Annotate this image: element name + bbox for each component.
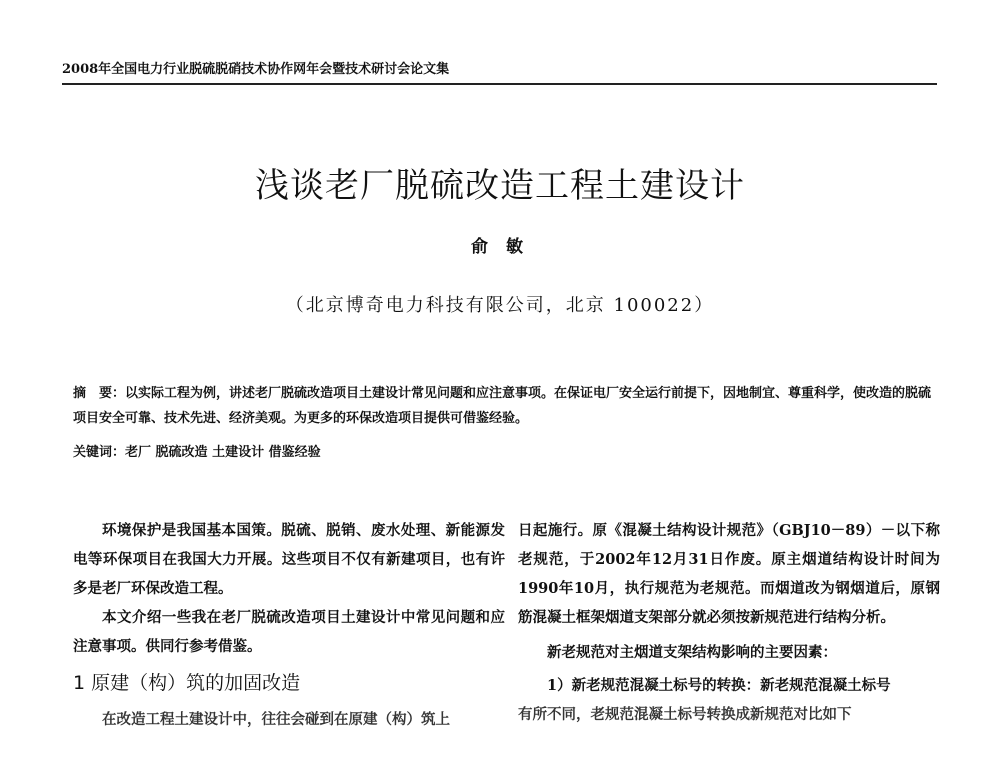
body-paragraph: 新老规范对主烟道支架结构影响的主要因素： [547,644,837,661]
paper-author: 俞 敏 [471,237,529,257]
abstract-text: 以实际工程为例，讲述老厂脱硫改造项目土建设计常见问题和应注意事项。在保证电厂安全运行前提下，因地制宜、尊重科学，使改造的脱硫项目安全可靠、技术先进、经济美观。为更多的环保改造项目提供可借鉴经验。 [73,386,932,426]
abstract-label: 摘 要： [73,386,126,401]
keywords [73,440,941,465]
body-paragraph: 1）新老规范混凝土标号的转换：新老规范混凝土标号 [547,677,891,694]
abstract [73,381,941,431]
body-paragraph: 本文介绍一些我在老厂脱硫改造项目土建设计中常见问题和应注意事项。供同行参考借鉴。 [73,609,505,655]
keywords-text: 老厂 脱硫改造 土建设计 借鉴经验 [125,445,321,460]
body-paragraph: 在改造工程土建设计中，往往会碰到在原建（构）筑上 [102,711,450,728]
paper-title: 浅谈老厂脱硫改造工程土建设计 [255,166,745,206]
body-paragraph: 环境保护是我国基本国策。脱硫、脱销、废水处理、新能源发电等环保项目在我国大力开展。这些项目不仅有新建项目，也有许多是老厂环保改造工程。 [73,522,505,597]
journal-name: 2008年全国电力行业脱硫脱硝技术协作网年会暨技术研讨会论文集 [62,62,450,77]
paper-affiliation: （北京博奇电力科技有限公司，北京 100022） [285,295,715,316]
body-paragraph: 有所不同，老规范混凝土标号转换成新规范对比如下 [518,706,852,723]
body-paragraph: 日起施行。原《混凝土结构设计规范》（GBJ10－89）－以下称老规范，于2002年12月31日作废。原主烟道结构设计时间为1990年10月，执行规范为老规范。而烟道改为钢烟道后，原钢筋混凝土框架烟道支架部分就必须按新规范进行结构分析。 [518,522,940,626]
left-column [73,516,505,734]
right-column [518,516,940,729]
section-heading: 1 原建（构）筑的加固改造 [73,672,301,694]
keywords-label: 关键词： [73,445,126,460]
running-header [62,58,937,85]
